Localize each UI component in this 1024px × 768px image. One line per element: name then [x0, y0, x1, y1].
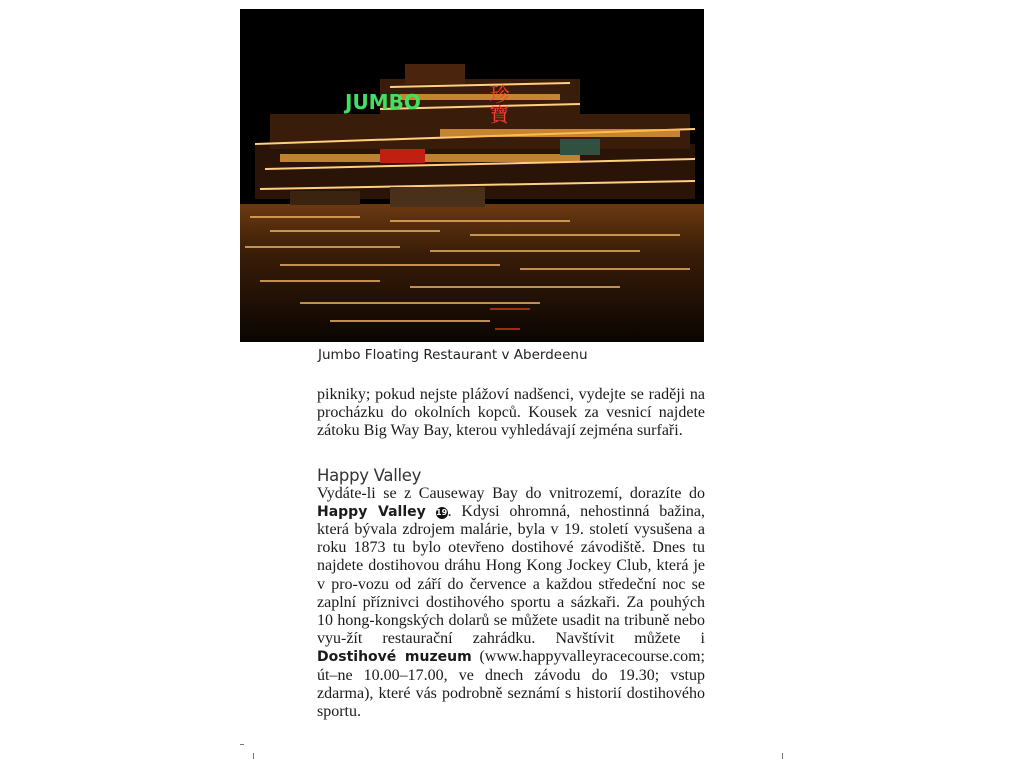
- crop-mark: [240, 744, 244, 745]
- jumbo-restaurant-photo: [240, 9, 704, 342]
- photo-caption: Jumbo Floating Restaurant v Aberdeenu: [318, 347, 588, 363]
- museum-bold: Dostihové muzeum: [317, 649, 472, 666]
- jumbo-sign: JUMBO: [345, 90, 421, 114]
- chinese-sign: 珍寶: [486, 84, 510, 124]
- paragraph-1: pikniky; pokud nejste plážoví nadšenci, vydejte se raději na procházku do okolních kopců. Kousek za vesnicí najdete zátoku Big Way Bay, kterou vyhledávají zejména surfaři.: [317, 386, 705, 440]
- article-body: [317, 386, 705, 721]
- map-marker-badge: 19: [436, 507, 448, 517]
- crop-mark: [253, 753, 254, 759]
- happy-valley-bold: Happy Valley: [317, 503, 426, 520]
- paragraph-happy-valley: Vydáte-li se z Causeway Bay do vnitrozemí, dorazíte do Happy Valley 19. Kdysi ohromná, nehostinná bažina, která bývala zdrojem malárie, byla v 19. století vysušena a roku 1873 tu bylo otevřeno dostihové závodiště. Dnes tu najdete dostihovou dráhu Hong Kong Jockey Club, která je v pro-vozu od září do července a každou středeční noc se zaplní příznivci dostihového sportu a sázkaři. Za pouhých 10 hong-kongských dolarů se můžete usadit na tribuně nebo vyu-žít restaurační zahrádku. Navštívit můžete i Dostihové muzeum (www.happyvalleyracecourse.com; út–ne 10.00–17.00, ve dnech závodu do 19.30; vstup zdarma), které vás podrobně seznámí s historií dostihového sportu.: [317, 484, 705, 721]
- section-heading: Happy Valley: [317, 465, 422, 485]
- crop-mark: [782, 753, 783, 759]
